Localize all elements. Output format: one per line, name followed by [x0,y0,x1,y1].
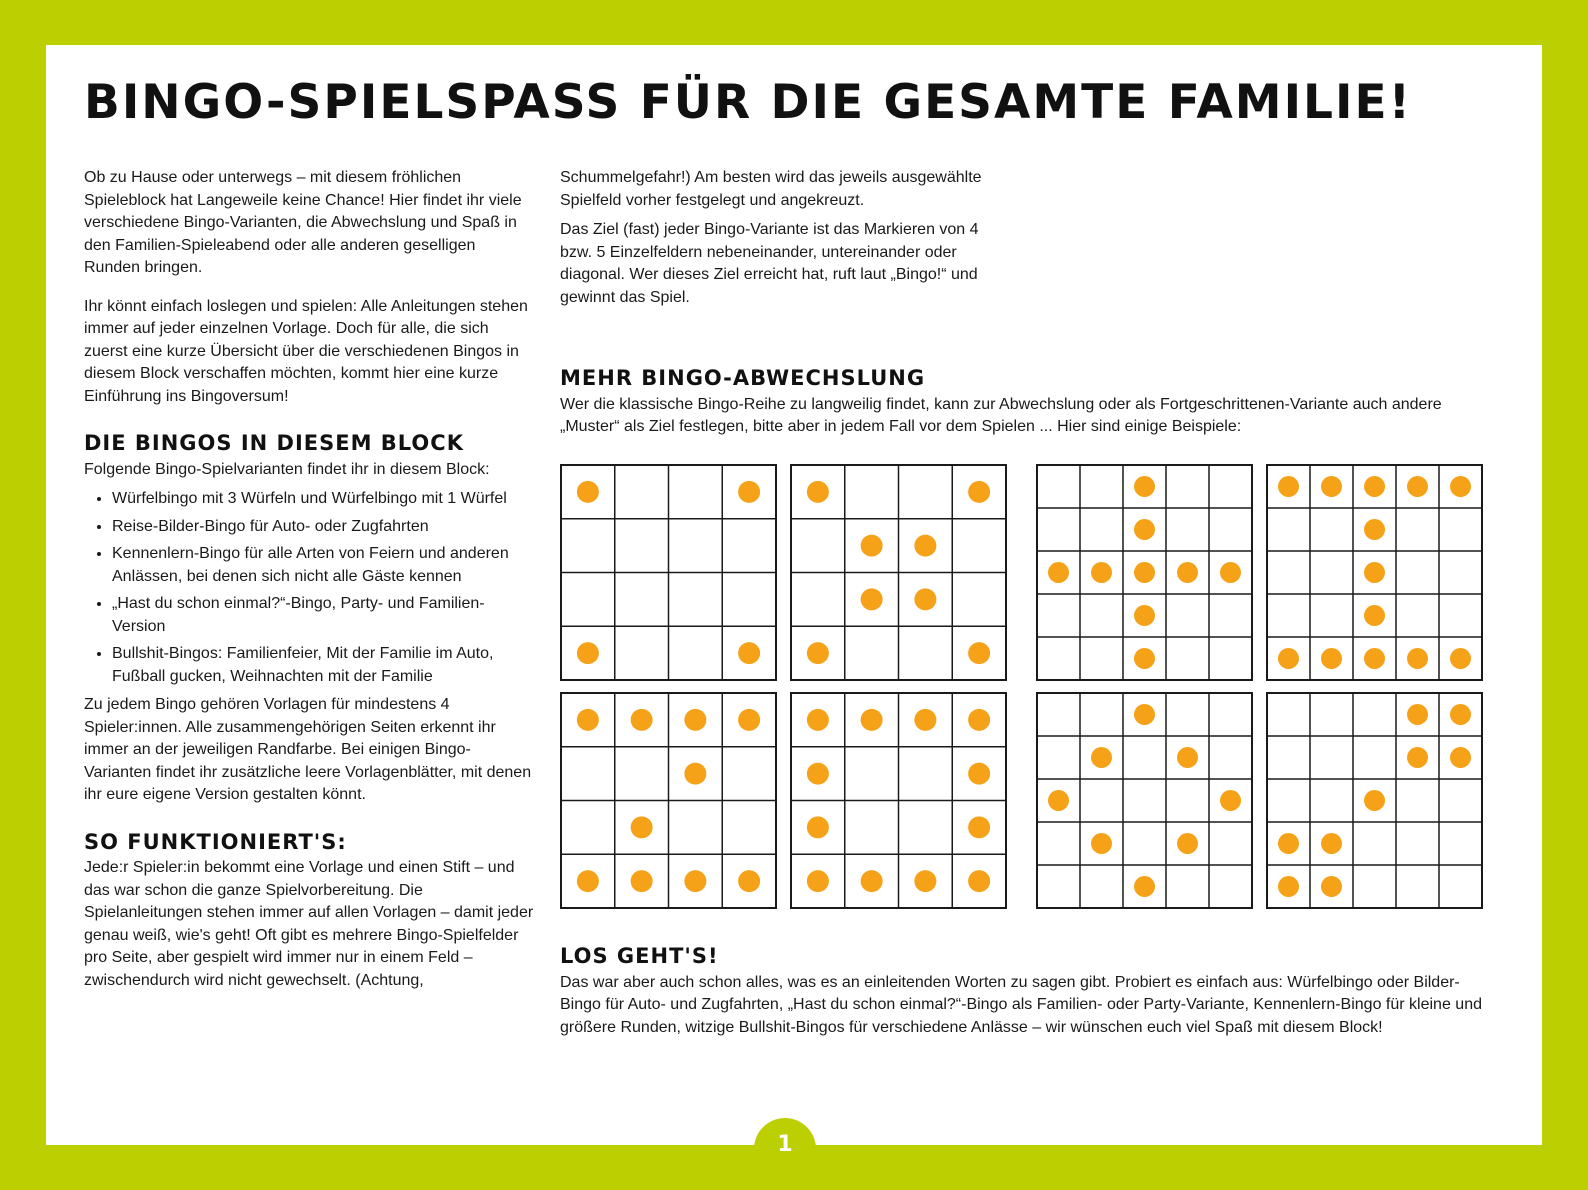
bingo-pattern-grid [560,692,777,909]
marked-dot [807,481,829,503]
marked-dot [807,870,829,892]
marked-dot [684,870,706,892]
grid-border [1037,693,1252,908]
marked-dot [1364,648,1385,669]
list-item: • Würfelbingo mit 3 Würfeln und Würfelbingo mit 1 Würfel [112,488,534,511]
marked-dot [807,763,829,785]
los-section [560,945,1500,1046]
marked-dot [1321,833,1342,854]
marked-dot [631,816,653,838]
los-text: Das war aber auch schon alles, was es an einleitenden Worten zu sagen gibt. Probiert es einfach aus: Würfelbingo oder Bilder-Bingo für Auto- und Zugfahrten, „Hast du schon einmal?“-Bingo als Familien- oder Party-Variante, Kennenlern-Bingo für kleine und größere Runden, witzige Bullshit-Bingos für verschiedene Anlässe – wir wünschen euch viel Spaß mit diesem Block! [560,973,1482,1036]
marked-dot [1407,476,1428,497]
marked-dot [738,642,760,664]
marked-dot [631,870,653,892]
los-heading: LOS GEHT'S! [560,944,719,968]
marked-dot [1134,476,1155,497]
marked-dot [738,870,760,892]
bingos-lead: Folgende Bingo-Spielvarianten findet ihr in diesem Block: [84,460,490,478]
marked-dot [1134,519,1155,540]
marked-dot [968,870,990,892]
so-heading: SO FUNKTIONIERT'S: [84,829,347,854]
marked-dot [1220,562,1241,583]
marked-dot [1177,747,1198,768]
marked-dot [914,588,936,610]
marked-dot [807,709,829,731]
marked-dot [807,642,829,664]
list-item: • Bullshit-Bingos: Familienfeier, Mit der Familie im Auto, Fußball gucken, Weihnachten mit der Familie [112,643,534,688]
page-title: BINGO-SPIELSPASS FÜR DIE GESAMTE FAMILIE! [84,75,1413,130]
marked-dot [1177,562,1198,583]
marked-dot [861,535,883,557]
marked-dot [1177,833,1198,854]
bingo-pattern-grid [1266,692,1483,909]
marked-dot [1450,747,1471,768]
list-item: • Kennenlern-Bingo für alle Arten von Feiern und anderen Anlässen, bei denen sich nicht alle Gäste kennen [112,543,534,588]
marked-dot [631,709,653,731]
marked-dot [807,816,829,838]
marked-dot [1278,476,1299,497]
bingos-heading: DIE BINGOS IN DIESEM BLOCK [84,431,464,455]
marked-dot [1407,747,1428,768]
marked-dot [1450,476,1471,497]
marked-dot [1091,562,1112,583]
bingos-closing: Zu jedem Bingo gehören Vorlagen für mindestens 4 Spieler:innen. Alle zusammengehörigen Seiten erkennt ihr immer an der jeweiligen Randfarbe. Bei einigen Bingo-Varianten findet ihr zusätzliche leere Vorlagenblätter, mit denen ihr eure eigene Version gestalten könnt. [84,696,532,803]
marked-dot [1134,648,1155,669]
marked-dot [968,642,990,664]
marked-dot [1048,562,1069,583]
marked-dot [577,709,599,731]
marked-dot [1450,648,1471,669]
bingo-variants-list [84,488,534,688]
left-column [84,167,534,999]
marked-dot [1364,562,1385,583]
bingo-pattern-grid [1036,692,1253,909]
right-paragraph-1: Schummelgefahr!) Am besten wird das jeweils ausgewählte Spielfeld vorher festgelegt und angekreuzt. [560,169,982,209]
marked-dot [1091,747,1112,768]
right-column-top [560,167,1010,316]
marked-dot [1407,704,1428,725]
marked-dot [1407,648,1428,669]
list-item: • „Hast du schon einmal?“-Bingo, Party- und Familien-Version [112,593,534,638]
page-number: 1 [754,1118,816,1180]
marked-dot [861,709,883,731]
bingo-pattern-grid [560,464,777,681]
marked-dot [1220,790,1241,811]
page [46,45,1542,1157]
marked-dot [1321,476,1342,497]
marked-dot [1278,833,1299,854]
mehr-heading: MEHR BINGO-ABWECHSLUNG [560,366,926,390]
marked-dot [968,709,990,731]
marked-dot [1048,790,1069,811]
bingo-pattern-grid [1266,464,1483,681]
intro-paragraph-1: Ob zu Hause oder unterwegs – mit diesem fröhlichen Spieleblock hat Langeweile keine Chance! Hier findet ihr viele verschiedene Bingo-Varianten, die Abwechslung und Spaß in den Familien-Spieleabend oder alle anderen geselligen Runden bringen. [84,169,522,276]
marked-dot [861,870,883,892]
marked-dot [1091,833,1112,854]
bingo-pattern-grid [790,692,1007,909]
marked-dot [968,816,990,838]
mehr-text: Wer die klassische Bingo-Reihe zu langweilig findet, kann zur Abwechslung oder als Fortgeschrittenen-Variante auch andere „Muster“ als Ziel festlegen, bitte aber in jedem Fall vor dem Spielen ... Hier sind einige Beispiele: [560,395,1442,435]
marked-dot [1364,519,1385,540]
bingo-pattern-grid [1036,464,1253,681]
marked-dot [577,642,599,664]
right-paragraph-2: Das Ziel (fast) jeder Bingo-Variante ist das Markieren von 4 bzw. 5 Einzelfeldern nebeneinander, untereinander oder diagonal. Wer dieses Ziel erreicht hat, ruft laut „Bingo!“ und gewinnt das Spiel. [560,221,979,306]
marked-dot [1321,876,1342,897]
marked-dot [1134,704,1155,725]
marked-dot [1364,790,1385,811]
marked-dot [914,709,936,731]
so-text: Jede:r Spieler:in bekommt eine Vorlage und einen Stift – und das war schon die ganze Spielvorbereitung. Die Spielanleitungen stehen immer auf allen Vorlagen – damit jeder genau weiß, wie's geht! Oft gibt es mehrere Bingo-Spielfelder pro Seite, aber gespielt wird immer nur in einem Feld – zwischendurch wird nicht gewechselt. (Achtung, [84,859,534,989]
marked-dot [684,709,706,731]
marked-dot [1134,605,1155,626]
mehr-section [560,367,1500,446]
marked-dot [684,763,706,785]
marked-dot [914,535,936,557]
marked-dot [1450,704,1471,725]
marked-dot [968,481,990,503]
marked-dot [1321,648,1342,669]
intro-paragraph-2: Ihr könnt einfach loslegen und spielen: Alle Anleitungen stehen immer auf jeder einzelnen Vorlage. Doch für alle, die sich zuerst eine kurze Übersicht über die verschiedenen Bingos in diesem Block verschaffen möchten, kommt hier eine kurze Einführung ins Bingoversum! [84,297,528,405]
marked-dot [1134,562,1155,583]
bingo-pattern-grid [790,464,1007,681]
marked-dot [968,763,990,785]
list-item: • Reise-Bilder-Bingo für Auto- oder Zugfahrten [112,516,534,539]
marked-dot [577,481,599,503]
marked-dot [1278,648,1299,669]
marked-dot [861,588,883,610]
marked-dot [1364,476,1385,497]
marked-dot [738,481,760,503]
marked-dot [738,709,760,731]
marked-dot [577,870,599,892]
marked-dot [1364,605,1385,626]
marked-dot [914,870,936,892]
marked-dot [1278,876,1299,897]
marked-dot [1134,876,1155,897]
